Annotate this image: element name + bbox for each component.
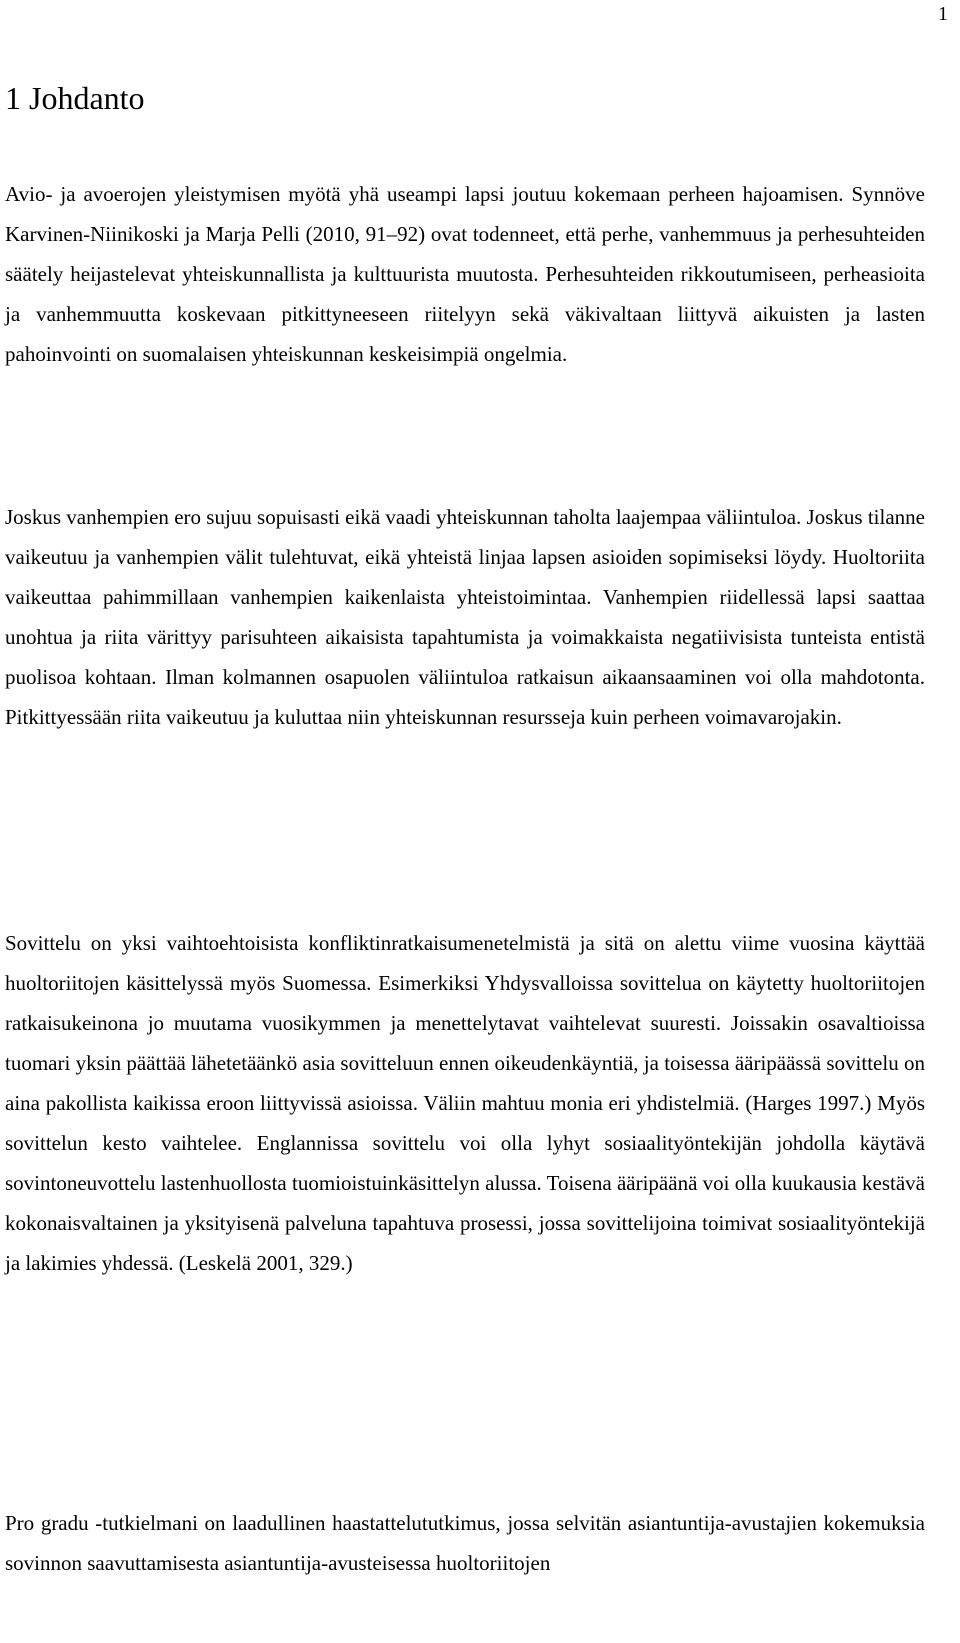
chapter-heading: 1 Johdanto: [5, 80, 145, 116]
paragraph: Joskus vanhempien ero sujuu sopuisasti eikä vaadi yhteiskunnan taholta laajempaa väliintuloa. Joskus tilanne vaikeutuu ja vanhempien välit tulehtuvat, eikä yhteistä linjaa lapsen asioiden sopimiseksi löydy. Huoltoriita vaikeuttaa pahimmillaan vanhempien kaikenlaista yhteistoimintaa. Vanhempien riidellessä lapsi saattaa unohtua ja riita värittyy parisuhteen aikaisista tapahtumista ja voimakkaista negatiivisista tunteista entistä puolisoa kohtaan. Ilman kolmannen osapuolen väliintuloa ratkaisun aikaansaaminen voi olla mahdotonta. Pitkittyessään riita vaikeutuu ja kuluttaa niin yhteiskunnan resursseja kuin perheen voimavarojakin.: [5, 505, 925, 729]
paragraph: Avio- ja avoerojen yleistymisen myötä yhä useampi lapsi joutuu kokemaan perheen hajoamisen. Synnöve Karvinen-Niinikoski ja Marja Pelli (2010, 91–92) ovat todenneet, että perhe, vanhemmuus ja perhesuhteiden säätely heijastelevat yhteiskunnallista ja kulttuurista muutosta. Perhesuhteiden rikkoutumiseen, perheasioita ja vanhemmuutta koskevaan pitkittyneeseen riitelyyn sekä väkivaltaan liittyvä aikuisten ja lasten pahoinvointi on suomalaisen yhteiskunnan keskeisimpiä ongelmia.: [5, 182, 925, 366]
paragraph: Pro gradu -tutkielmani on laadullinen haastattelututkimus, jossa selvitän asiantuntija-avustajien kokemuksia sovinnon saavuttamisesta asiantuntija-avusteisessa huoltoriitojen: [5, 1511, 925, 1575]
paragraph: Sovittelu on yksi vaihtoehtoisista konfliktinratkaisumenetelmistä ja sitä on alettu viime vuosina käyttää huoltoriitojen käsittelyssä myös Suomessa. Esimerkiksi Yhdysvalloissa sovittelua on käytetty huoltoriitojen ratkaisukeinona jo muutama vuosikymmen ja menettelytavat vaihtelevat suuresti. Joissakin osavaltioissa tuomari yksin päättää lähetetäänkö asia sovitteluun ennen oikeudenkäyntiä, ja toisessa ääripäässä sovittelu on aina pakollista kaikissa eroon liittyvissä asioissa. Väliin mahtuu monia eri yhdistelmiä. (Harges 1997.) Myös sovittelun kesto vaihtelee. Englannissa sovittelu voi olla lyhyt sosiaalityöntekijän johdolla käytävä sovintoneuvottelu lastenhuollosta tuomioistuinkäsittelyn alussa. Toisena ääripäänä voi olla kuukausia kestävä kokonaisvaltainen ja yksityisenä palveluna tapahtuva prosessi, jossa sovittelijoina toimivat sosiaalityöntekijä ja lakimies yhdessä. (Leskelä 2001, 329.): [5, 931, 925, 1275]
page-number: 1: [938, 3, 948, 25]
